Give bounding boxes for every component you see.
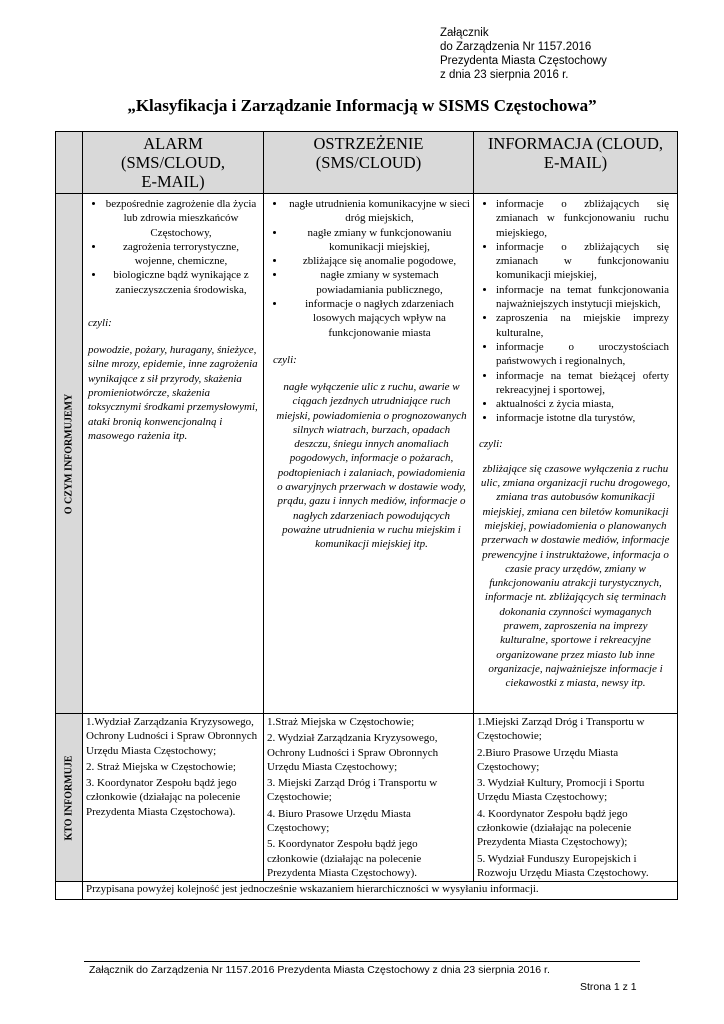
header-informacja: INFORMACJA (CLOUD, E-MAIL) [474, 132, 678, 194]
czyli-label: czyli: [273, 353, 297, 366]
page-number: Strona 1 z 1 [580, 981, 637, 993]
who-line: 3. Wydział Kultury, Promocji i Sportu Urzędu Miasta Częstochowy; [477, 777, 645, 804]
list-item: • informacje o zbliżających się zmianach w funkcjonowaniu komunikacji miejskiej, [496, 240, 669, 283]
row-label-cell [56, 714, 83, 882]
list-item: • zbliżające się anomalie pogodowe, [286, 254, 473, 268]
who-line: 4. Koordynator Zespołu bądź jego członkowie (działając na polecenie Prezydenta Miasta Częstochowy); [477, 807, 632, 849]
row-label-about: O CZYM INFORMUJEMY [63, 393, 75, 514]
list-item: • nagłe zmiany w funkcjonowaniu komunikacji miejskiej, [286, 226, 473, 255]
czyli-label: czyli: [88, 317, 112, 330]
list-item: • informacje o uroczystościach państwowych i regionalnych, [496, 340, 669, 369]
list-item: • nagłe zmiany w systemach powiadamiania publicznego, [286, 268, 473, 297]
ostrzezenie-content-cell [264, 194, 474, 714]
who-line: 3. Koordynator Zespołu bądź jego członkowie (działając na polecenie Prezydenta Miasta Częstochowa). [86, 777, 241, 818]
alarm-content-cell [83, 194, 264, 714]
classification-table [55, 131, 678, 900]
row-label-cell [56, 194, 83, 714]
list-item: • zagrożenia terrorystyczne, wojenne, chemiczne, [105, 240, 257, 269]
hierarchy-note: Przypisana powyżej kolejność jest jednocześnie wskazaniem hierarchiczności w wysyłaniu informacji. [83, 882, 678, 900]
list-item: • informacje o nagłych zdarzeniach losowych mających wpływ na funkcjonowanie miasta [286, 297, 473, 340]
who-line: 4. Biuro Prasowe Urzędu Miasta Częstochowy; [267, 807, 411, 835]
footer-divider [84, 961, 640, 962]
informacja-examples: zbliżające się czasowe wyłączenia z ruchu ulic, zmiana organizacji ruchu drogowego, zmiana tras autobusów komunikacji miejskiej, zmiana cen biletów komunikacji miejskiej, powiadomienia o planowanych przerwach w dostawie mediów, informacje prewencyjne i instruktażowe, informacja o czasie pracy urzędów, zmiany w funkcjonowaniu atrakcji turystycznych, informacje nt. zbliżających się terminach dokonania czynności wymaganych prawem, zaproszenia na imprezy kulturalne, sportowe i rekreacyjne organizowane przez miasto lub inne organizacje, najważniejsze informacje i ciekawostki z miasta, newsy itp. [480, 462, 671, 690]
list-item: • informacje na temat funkcjonowania najważniejszych instytucji miejskich, [496, 283, 669, 312]
ostrzezenie-list [264, 197, 473, 340]
who-line: 1.Wydział Zarządzania Kryzysowego, Ochrony Ludności i Spraw Obronnych Urzędu Miasta Częstochowy; [86, 716, 258, 757]
informacja-content-cell [474, 194, 678, 714]
who-line: 2. Wydział Zarządzania Kryzysowego, Ochrony Ludności i Spraw Obronnych Urzędu Miasta Częstochowy; [267, 732, 439, 773]
annex-header [440, 26, 607, 82]
who-line: 2.Biuro Prasowe Urzędu Miasta Częstochowy; [477, 746, 619, 773]
list-item: • zaproszenia na miejskie imprezy kulturalne, [496, 311, 669, 340]
list-item: • informacje o zbliżających się zmianach w funkcjonowaniu ruchu miejskiego, [496, 197, 669, 240]
who-line: 3. Miejski Zarząd Dróg i Transportu w Częstochowie; [267, 777, 438, 804]
annex-line: Prezydenta Miasta Częstochowy [440, 55, 607, 67]
corner-cell [56, 132, 83, 194]
list-item: • informacje na temat bieżącej oferty rekreacyjnej i sportowej, [496, 369, 669, 398]
list-item: • aktualności z życia miasta, [496, 397, 669, 411]
list-item: • bezpośrednie zagrożenie dla życia lub zdrowia mieszkańców Częstochowy, [105, 197, 257, 240]
annex-line: do Zarządzenia Nr 1157.2016 [440, 41, 592, 53]
row-label-who: KTO INFORMUJE [63, 755, 75, 841]
informacja-list [474, 197, 677, 426]
header-ostrzezenie: OSTRZEŻENIE (SMS/CLOUD) [264, 132, 474, 194]
alarm-examples: powodzie, pożary, huragany, śnieżyce, silne mrozy, epidemie, inne zagrożenia wynikające z sił przyrody, skażenia promieniotwórcze, skażenia toksycznymi środkami przemysłowymi, ataki bronią konwencjonalną i masowego rażenia itp. [88, 344, 258, 442]
list-item: • informacje istotne dla turystów, [496, 411, 669, 425]
who-line: 5. Wydział Funduszy Europejskich i Rozwoju Urzędu Miasta Częstochowy. [477, 852, 649, 879]
who-line: 2. Straż Miejska w Częstochowie; [86, 760, 236, 773]
list-item: • nagłe utrudnienia komunikacyjne w sieci dróg miejskich, [286, 197, 473, 226]
note-spacer-cell [56, 882, 83, 900]
who-line: 1.Miejski Zarząd Dróg i Transportu w Częstochowie; [477, 716, 645, 743]
ostrzezenie-examples: nagłe wyłączenie ulic z ruchu, awarie w ciągach jezdnych utrudniające ruch miejski, powiadomienia o prognozowanych silnych wiatrach, burzach, opadach deszczu, śniegu innych anomaliach pogodowych, informacje o pożarach, podtopieniach i zalaniach, powiadomienia o awaryjnych przerwach w dostawie wody, prądu, gazu i innych mediów, informacje o nagłych zdarzeniach powodujących poważne utrudnienia w ruchu miejskim i komunikacji miejskiej itp. [276, 380, 467, 551]
who-line: 1.Straż Miejska w Częstochowie; [267, 716, 415, 728]
document-title: „Klasyfikacja i Zarządzanie Informacją w SISMS Częstochowa” [127, 96, 597, 115]
annex-line: z dnia 23 sierpnia 2016 r. [440, 69, 569, 81]
alarm-list [83, 197, 263, 297]
annex-line: Załącznik [440, 27, 489, 39]
header-alarm: ALARM (SMS/CLOUD, E-MAIL) [83, 132, 264, 194]
footer-text: Załącznik do Zarządzenia Nr 1157.2016 Prezydenta Miasta Częstochowy z dnia 23 sierpnia 2016 r. [89, 964, 550, 976]
ostrzezenie-who-cell [264, 714, 474, 882]
who-line: 5. Koordynator Zespołu bądź jego członkowie (działając na polecenie Prezydenta Miasta Częstochowy). [267, 838, 422, 879]
list-item: • biologiczne bądź wynikające z zanieczyszczenia środowiska, [105, 268, 257, 297]
informacja-who-cell [474, 714, 678, 882]
alarm-who-cell [83, 714, 264, 882]
czyli-label: czyli: [479, 437, 503, 450]
